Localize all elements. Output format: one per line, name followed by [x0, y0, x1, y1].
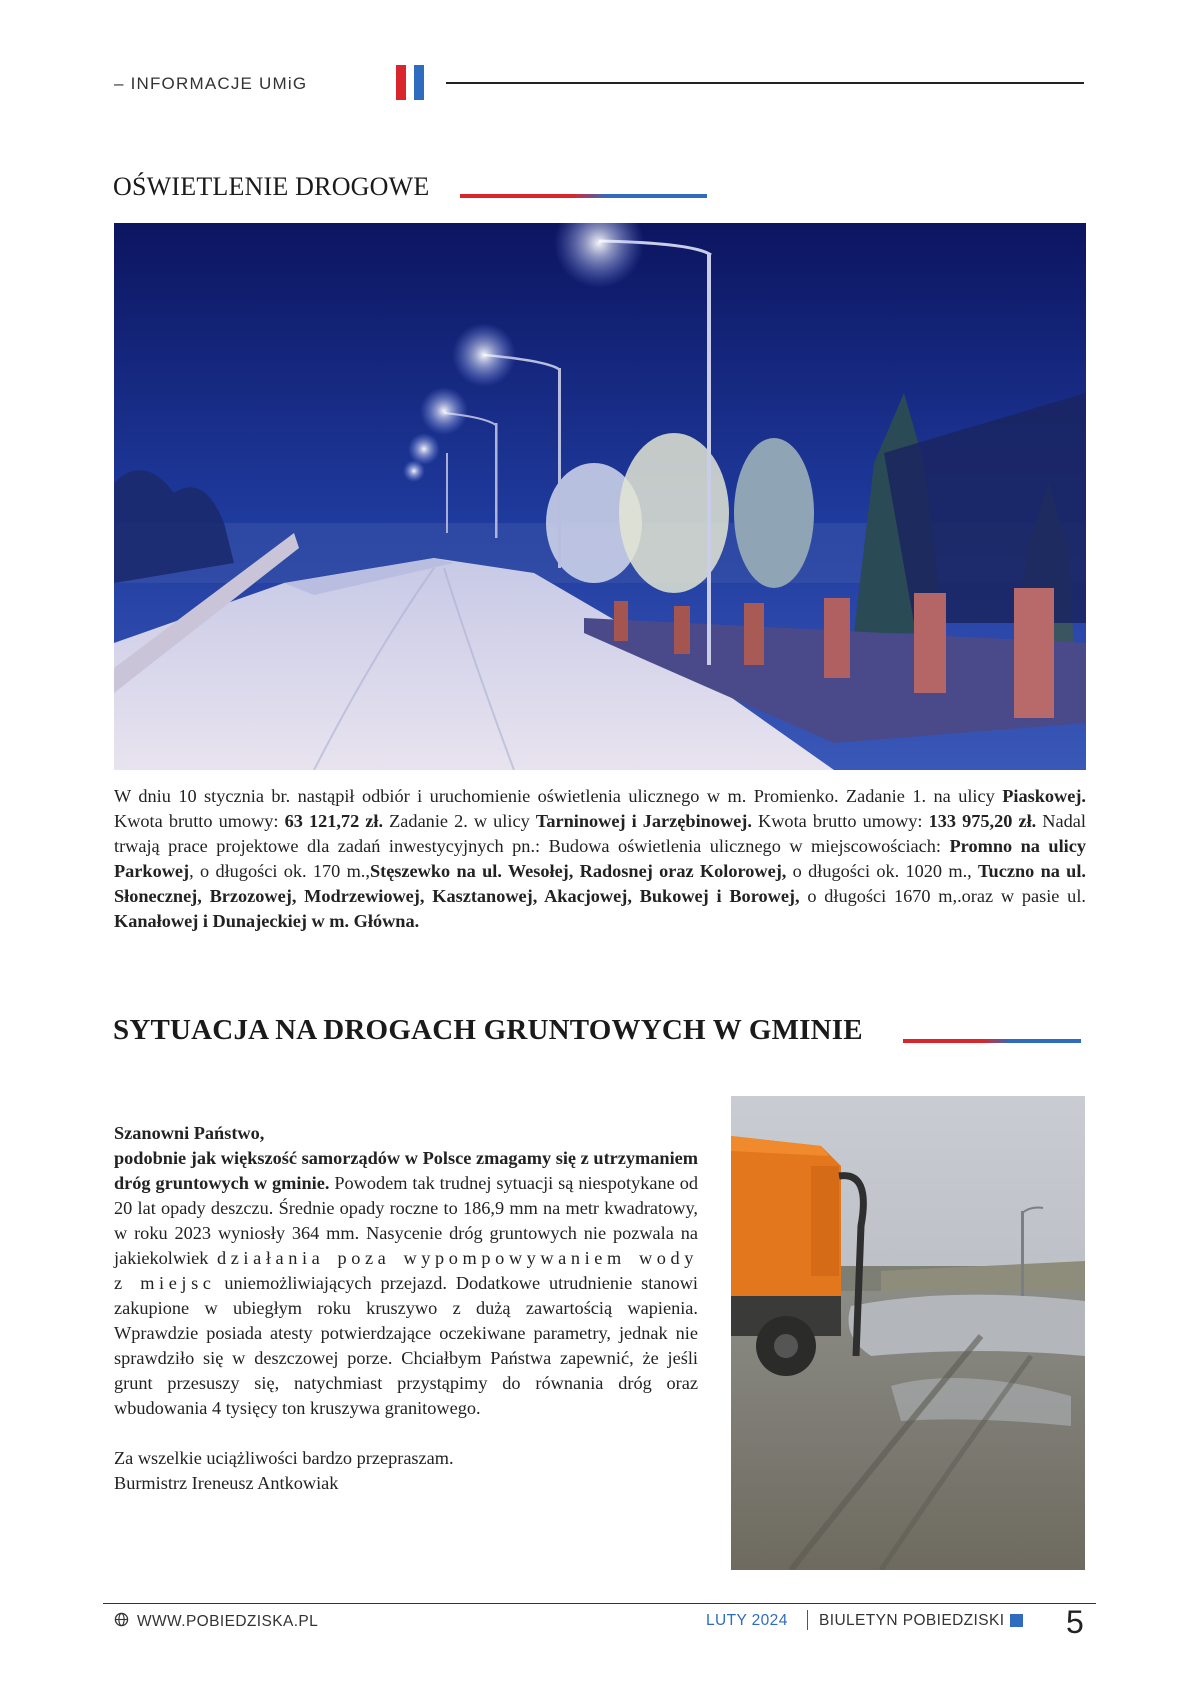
- body-bold-fragment: Tuczno na ul. Słonecznej, Brzozowej, Modrzewiowej, Kasztanowej, Akacjowej, Bukowej i Borowej,: [114, 861, 1086, 906]
- mayor-letter: [114, 1121, 698, 1496]
- body-bold-fragment: Stęszewko na ul. Wesołej, Radosnej oraz Kolorowej,: [369, 861, 787, 881]
- footer-website[interactable]: [114, 1612, 318, 1632]
- issue-date: LUTY 2024: [706, 1612, 788, 1629]
- body-fragment: Zadanie 2. w ulicy: [383, 811, 536, 831]
- body-bold-fragment: Tarninowej i Jarzębinowej.: [535, 811, 752, 831]
- flag-blue-bar: [414, 65, 424, 100]
- body-fragment: Kwota brutto umowy:: [114, 811, 285, 831]
- letter-bold-intro: podobnie jak większość samorządów w Polsce zmagamy się z utrzymaniem dróg gruntowych w gminie.: [114, 1148, 698, 1193]
- body-fragment: W dniu 10 stycznia br. nastąpił odbiór i uruchomienie oświetlenia ulicznego w m. Promienko. Zadanie 1. na ulicy: [114, 786, 1003, 806]
- body-fragment: Kwota brutto umowy:: [751, 811, 929, 831]
- globe-icon: [114, 1612, 129, 1632]
- letter-greeting: Szanowni Państwo,: [114, 1123, 265, 1143]
- page-number: 5: [1066, 1604, 1084, 1640]
- title-underline: [460, 194, 707, 198]
- footer-separator: [807, 1610, 808, 1630]
- body-bold-fragment: Kanałowej i Dunajeckiej w m. Główna.: [114, 911, 420, 931]
- bulletin-name: BIULETYN POBIEDZISKI: [819, 1612, 1005, 1629]
- letter-body-a: Powodem tak trudnej sytuacji są niespotykane od 20 lat opady deszczu. Średnie opady roczne to 186,9 mm na metr kwadratowy, w roku 2023 wyniosły 364 mm. Nasycenie dróg gruntowych nie pozwala na jakiekolwiek: [114, 1173, 699, 1268]
- body-fragment: Nadal trwają prace projektowe dla zadań inwestycyjnych pn.: Budowa oświetlenia ulicznego w miejscowościach:: [114, 811, 1086, 856]
- body-bold-fragment: Promno na ulicy Parkowej: [114, 836, 1087, 881]
- website-label: WWW.POBIEDZISKA.PL: [137, 1613, 319, 1630]
- flag-red-bar: [396, 65, 406, 100]
- body-bold-fragment: Piaskowej.: [1002, 786, 1086, 806]
- footer-rule: [103, 1603, 1096, 1604]
- body-bold-fragment: 133 975,20 zł.: [928, 811, 1037, 831]
- footer-square-marker: [1010, 1614, 1023, 1627]
- section-title-street-lighting: OŚWIETLENIE DROGOWE: [113, 172, 430, 201]
- letter-body-spaced: działania poza wypompowywaniem wody z miejsc: [114, 1248, 698, 1293]
- section-title-dirt-roads: SYTUACJA NA DROGACH GRUNTOWYCH W GMINIE: [113, 1014, 863, 1046]
- title-underline: [903, 1039, 1081, 1043]
- letter-closing: Za wszelkie uciążliwości bardzo przepraszam.: [114, 1448, 454, 1468]
- letter-signature: Burmistrz Ireneusz Antkowiak: [114, 1473, 339, 1493]
- header-rule: [446, 82, 1084, 84]
- letter-body-b: uniemożliwiających przejazd. Dodatkowe utrudnienie stanowi zakupione w ubiegłym roku kruszywo z dużą zawartością wapienia. Wprawdzie posiada atesty potwierdzające oczekiwane parametry, jednak nie sprawdziło się w deszczowej porze. Chciałbym Państwa zapewnić, że jeśli grunt przesuszy się, natychmiast przystąpimy do równania dróg oraz wbudowania 4 tysięcy ton kruszywa granitowego.: [114, 1273, 698, 1418]
- street-lighting-text: [114, 784, 1086, 934]
- night-street-lamps-photo: [114, 223, 1086, 770]
- body-bold-fragment: 63 121,72 zł.: [284, 811, 384, 831]
- body-fragment: , o długości ok. 170 m.,: [189, 861, 370, 881]
- body-fragment: o długości 1670 m,.oraz w pasie ul.: [799, 886, 1086, 906]
- muddy-road-truck-photo: [731, 1096, 1085, 1570]
- section-label: – INFORMACJE UMiG: [114, 74, 308, 93]
- body-fragment: o długości ok. 1020 m.,: [786, 861, 979, 881]
